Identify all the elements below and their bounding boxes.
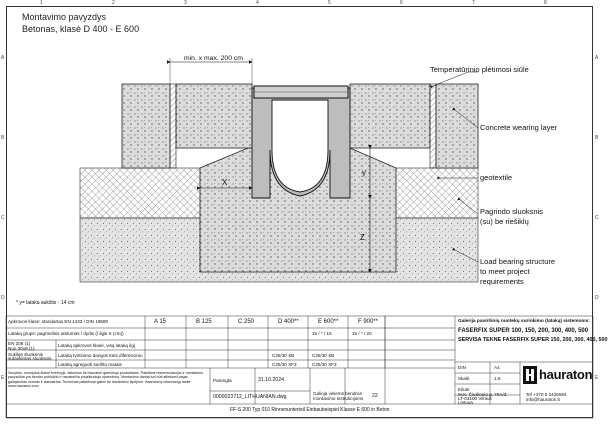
grid-label-row: A xyxy=(1,55,5,61)
drawing-title: Montavimo pavyzdys xyxy=(22,12,107,22)
drawing-subtitle: Betonas, klasė D 400 - E 600 xyxy=(22,24,140,34)
tb-en206-b: Nuo 30x8 (1) xyxy=(8,346,35,351)
tb-address-2: LT-03100 Vilnius xyxy=(458,396,492,401)
tb-prepared-label: Parengta xyxy=(213,378,232,383)
callout-load-bearing-3: requirements xyxy=(480,277,524,286)
hauraton-logo xyxy=(523,364,591,386)
dim-top-label: min. x max. 200 cm xyxy=(184,55,243,62)
load-class-cell: F 900** xyxy=(358,319,379,325)
grid-label-row: E xyxy=(1,375,5,381)
callout-base-layer-2: (su) be riešiklų xyxy=(480,217,529,226)
tb-dwg-no: 0000023712_LITHUANIAN.dwg xyxy=(213,394,287,400)
dim-x-label: X xyxy=(222,178,228,187)
logo-mark-icon xyxy=(523,366,537,384)
logo-text: hauraton xyxy=(539,367,593,382)
callout-concrete-layer: Concrete wearing layer xyxy=(480,123,558,132)
tb-scale-val: 1:5 xyxy=(494,376,501,381)
tb-email: info@hauraton.lt xyxy=(526,397,560,402)
tb-sheet-no: 22 xyxy=(372,393,378,399)
grid-label-col: 6 xyxy=(400,0,403,6)
tb-d400-val: 15 / * / 15 xyxy=(312,331,332,336)
grid-label-col: 3 xyxy=(184,0,187,6)
tb-phone: Tel +370 5 2425594 xyxy=(526,392,567,397)
tb-din-val: A4 xyxy=(494,365,500,370)
grid-label-row: B xyxy=(1,135,5,141)
grid-label-row: C xyxy=(595,215,599,221)
tb-line-label: Eilutė xyxy=(458,387,470,392)
callout-load-bearing-2: to meet project xyxy=(480,267,530,276)
footnote: * y= lataka aukštis - 14 cm xyxy=(16,300,75,306)
tb-date: 31.10.2024 xyxy=(258,377,284,383)
tb-scale-label: Skalė xyxy=(458,376,470,381)
tb-address-3: Lietuva xyxy=(458,400,473,405)
tb-gallery-header: Galerija paviršinių nuotekų surinkimo (lataką) sistemoms: xyxy=(458,319,590,324)
tb-c25-2: C25/30 XB xyxy=(312,353,335,358)
grid-label-row: D xyxy=(595,295,599,301)
tb-c25-4: C25/30 XF3 xyxy=(312,362,337,367)
tb-layer: Sukilęs sluoksnis xyxy=(8,352,43,357)
grid-label-col: 1 xyxy=(40,0,43,6)
tb-load-class-std: Apkrovos klasė: standartas EN 1433 / DIN 19580 xyxy=(8,319,109,324)
load-class-cell: B 125 xyxy=(196,319,212,325)
grid-label-row: A xyxy=(595,55,599,61)
tb-channel-group: Lataką grupė: pagrindinis atstumas / dydis (/ ilgis X (cm)) xyxy=(8,331,124,336)
tb-class-length: Lataką apkrovos klasė, visą lataką ilgį xyxy=(58,343,135,348)
tb-disclaimer: Savybės, nurodytos šiame brėžinyje, taikomos tik Hauraton gamintojo produktams. Pateiktos rekomendacijos ir montavimo pavyzdžiai yra bendro pobūdžio ir nepakeičia projektuotojo sprendimų. Montavimo darbai turi būti atliekami pagal galiojančias normas ir standartus. Techniniai pakeitimai galimi be išankstinio įspėjimo. Išsamesnę informaciją rasite www.hauraton.com xyxy=(8,371,204,389)
grid-label-col: 8 xyxy=(544,0,547,6)
dim-y-label: y xyxy=(362,168,366,177)
tb-e600-val: 15 / * / 20 xyxy=(352,331,372,336)
tb-layer-b: sutankintas sluoksnis xyxy=(8,356,52,361)
grid-label-row: C xyxy=(1,215,5,221)
load-class-cell: E 600** xyxy=(318,319,339,325)
grid-label-col: 5 xyxy=(328,0,331,6)
tb-general: Galioja visiems bendros xyxy=(313,391,362,396)
tb-gallery-line1: FASERFIX SUPER 100, 150, 200, 300, 400, 500 xyxy=(458,328,589,334)
tb-c25-1: C25/30 XB xyxy=(272,353,295,358)
tb-en206: EN 206 (1) xyxy=(8,341,31,346)
tb-address-1: M.K. Čiurlionio g. 70A/3 xyxy=(458,392,507,397)
grid-label-col: 4 xyxy=(256,0,259,6)
tb-gallery-line2: SERVISA TEKNE FASERFIX SUPER 150, 200, 300, 400, 500 xyxy=(458,337,608,343)
grid-label-col: 2 xyxy=(112,0,115,6)
callout-load-bearing-1: Load bearing structure xyxy=(480,257,556,266)
tb-footer: FF-S 200 Typ 010 Rinnenunterteil Einbaubeispiel Klasse E 600 in Beton xyxy=(230,407,390,413)
tb-din-label: DIN xyxy=(458,365,466,370)
tb-general2: montavimo instrukcijoms xyxy=(313,396,364,401)
grid-label-row: D xyxy=(1,295,5,301)
callout-expansion-joint: Temperatūrinio plėtimosi siūlė xyxy=(430,65,529,74)
grid-label-row: B xyxy=(595,135,599,141)
load-class-cell: D 400** xyxy=(278,319,299,325)
load-class-cell: A 15 xyxy=(154,319,167,325)
tb-aggregate: Lataką agreguoti surištu matais xyxy=(58,362,122,367)
dim-z-label: Z xyxy=(360,233,365,242)
grid-label-row: E xyxy=(595,375,599,381)
callout-base-layer-1: Pagrindo sluoksnis xyxy=(480,207,543,216)
tb-c25-3: C25/30 XF3 xyxy=(272,362,297,367)
load-class-cell: C 250 xyxy=(238,319,255,325)
callout-geotextile: geotextile xyxy=(480,173,513,182)
grid-label-col: 7 xyxy=(472,0,475,6)
tb-coating: Lataką tvirtinimo dangos tūris diferenciniu xyxy=(58,353,143,358)
